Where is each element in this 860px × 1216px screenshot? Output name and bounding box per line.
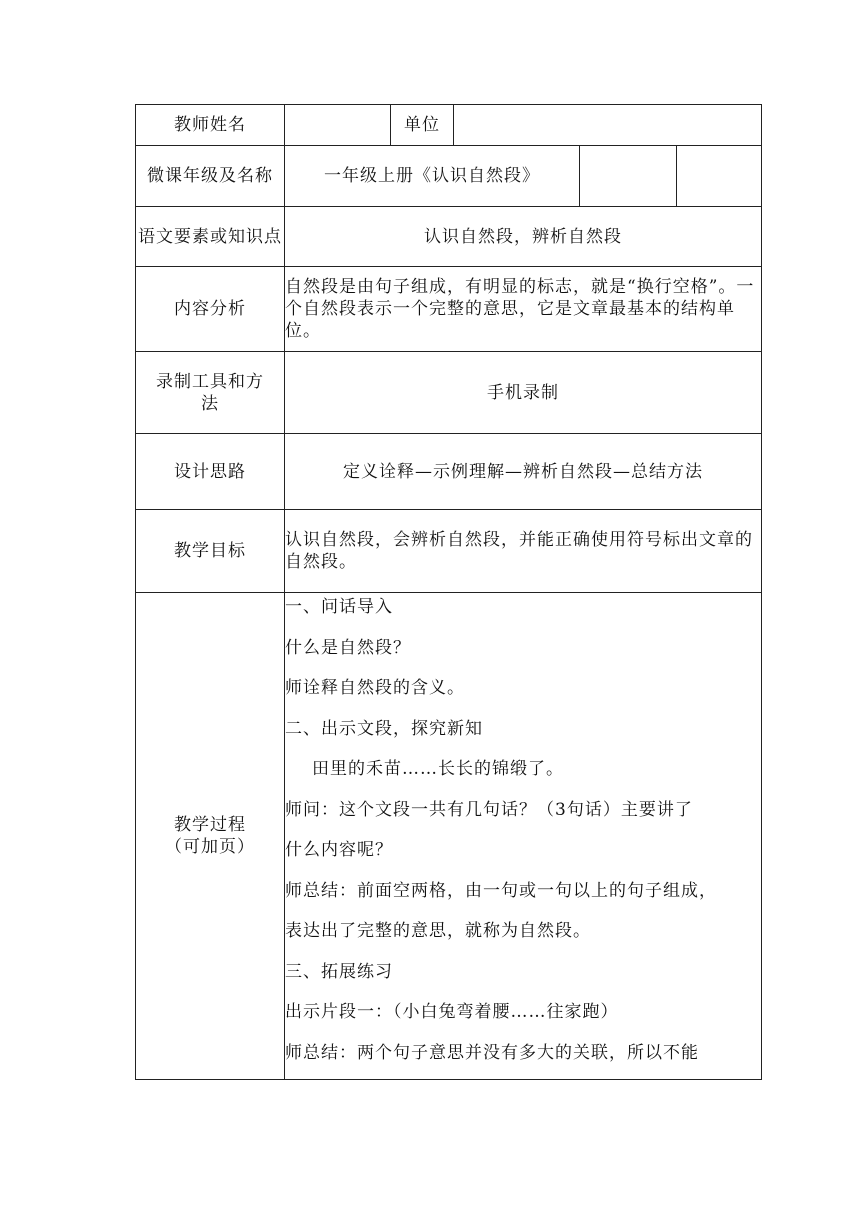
tools-label [136,352,285,434]
process-line: 师问：这个文段一共有几句话？（3句话）主要讲了 [285,799,693,820]
process-line: 二、出示文段，探究新知 [285,718,483,739]
analysis-label: 内容分析 [136,267,285,352]
analysis-row [136,267,762,352]
process-content [285,593,762,1080]
goal-label: 教学目标 [136,510,285,593]
process-line: 表达出了完整的意思，就称为自然段。 [285,921,591,941]
course-extra-cell-2 [677,146,762,207]
goal-value: 认识自然段，会辨析自然段，并能正确使用符号标出文章的自然段。 [285,510,762,593]
process-line: 师诠释自然段的含义。 [285,678,465,698]
process-label-line1: 教学过程 [174,815,246,835]
tools-row [136,352,762,434]
course-label: 微课年级及名称 [136,146,285,207]
knowledge-label: 语文要素或知识点 [136,207,285,267]
design-label: 设计思路 [136,434,285,510]
goal-row [136,510,762,593]
tools-label-line2: 法 [201,393,219,414]
analysis-value: 自然段是由句子组成，有明显的标志，就是“换行空格”。一个自然段表示一个完整的意思，它是文章最基本的结构单位。 [285,267,762,352]
process-label-line2: （可加页） [165,837,255,857]
tools-value: 手机录制 [285,352,762,434]
process-line: 出示片段一：（小白兔弯着腰……往家跑） [285,1002,619,1022]
course-value: 一年级上册《认识自然段》 [285,146,580,207]
unit-label: 单位 [391,105,454,146]
process-row [136,593,762,1080]
design-value: 定义诠释—示例理解—辨析自然段—总结方法 [285,434,762,510]
process-line: 师总结：前面空两格，由一句或一句以上的句子组成， [285,880,717,901]
teacher-name-label: 教师姓名 [136,105,285,146]
course-row [136,146,762,207]
process-line: 一、问话导入 [285,597,393,617]
process-label [136,593,285,1080]
process-line: 什么内容呢？ [285,840,393,860]
unit-value [454,105,762,146]
knowledge-row [136,207,762,267]
process-line: 田里的禾苗……长长的锦缎了。 [312,759,564,779]
knowledge-value: 认识自然段，辨析自然段 [285,207,762,267]
teacher-name-value [285,105,391,146]
lesson-plan-table [135,104,762,1080]
course-extra-cell-1 [580,146,677,207]
tools-label-line1: 录制工具和方 [156,371,264,392]
process-line: 三、拓展练习 [285,961,393,982]
process-line: 什么是自然段？ [285,637,411,658]
design-row [136,434,762,510]
process-line: 师总结：两个句子意思并没有多大的关联，所以不能 [285,1042,699,1063]
teacher-row [136,105,762,146]
